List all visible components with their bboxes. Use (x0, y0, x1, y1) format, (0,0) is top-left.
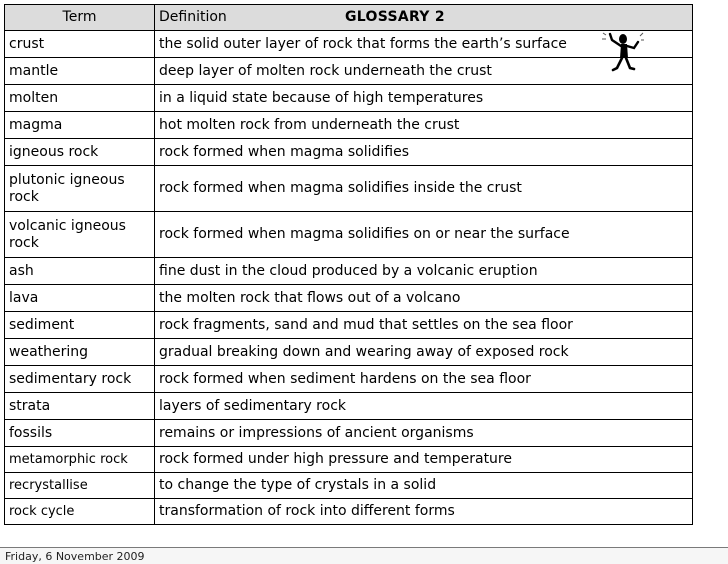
glossary-table (4, 4, 693, 525)
term-cell: ash (5, 258, 155, 285)
definition-cell: hot molten rock from underneath the crust (155, 112, 693, 139)
table-row (5, 420, 693, 447)
term-cell: weathering (5, 339, 155, 366)
table-row (5, 166, 693, 212)
table-row (5, 447, 693, 473)
table-row (5, 31, 693, 58)
term-cell: lava (5, 285, 155, 312)
table-row (5, 112, 693, 139)
definition-cell: layers of sedimentary rock (155, 393, 693, 420)
definition-cell: fine dust in the cloud produced by a volcanic eruption (155, 258, 693, 285)
definition-cell: gradual breaking down and wearing away of exposed rock (155, 339, 693, 366)
table-row (5, 499, 693, 525)
footer-bar (0, 547, 728, 564)
definition-cell: transformation of rock into different forms (155, 499, 693, 525)
term-cell: sediment (5, 312, 155, 339)
term-cell: fossils (5, 420, 155, 447)
definition-cell: rock formed when magma solidifies inside the crust (155, 166, 693, 212)
definition-cell: to change the type of crystals in a solid (155, 473, 693, 499)
table-row (5, 212, 693, 258)
term-cell: metamorphic rock (5, 447, 155, 473)
term-cell: crust (5, 31, 155, 58)
definition-cell: rock formed when magma solidifies on or near the surface (155, 212, 693, 258)
term-cell: mantle (5, 58, 155, 85)
term-cell: sedimentary rock (5, 366, 155, 393)
definition-cell: the molten rock that flows out of a volcano (155, 285, 693, 312)
table-row (5, 285, 693, 312)
table-row (5, 139, 693, 166)
term-cell: molten (5, 85, 155, 112)
definition-cell: rock formed when magma solidifies (155, 139, 693, 166)
definition-cell: remains or impressions of ancient organisms (155, 420, 693, 447)
term-cell: strata (5, 393, 155, 420)
term-column-header: Term (5, 5, 155, 31)
table-row (5, 473, 693, 499)
table-row (5, 393, 693, 420)
glossary-title: GLOSSARY 2 (345, 9, 445, 25)
term-cell: plutonic igneous rock (5, 166, 155, 212)
table-row (5, 58, 693, 85)
term-cell: recrystallise (5, 473, 155, 499)
definition-cell: rock formed under high pressure and temperature (155, 447, 693, 473)
footer-date: Friday, 6 November 2009 (5, 550, 145, 563)
table-row (5, 366, 693, 393)
term-cell: igneous rock (5, 139, 155, 166)
definition-cell: rock formed when sediment hardens on the sea floor (155, 366, 693, 393)
definition-header-label: Definition (159, 9, 227, 25)
definition-cell: in a liquid state because of high temperatures (155, 85, 693, 112)
term-cell: magma (5, 112, 155, 139)
table-row (5, 339, 693, 366)
glossary-table-container (4, 4, 692, 525)
stick-figure-icon (594, 30, 646, 80)
table-row (5, 258, 693, 285)
definition-column-header (155, 5, 693, 31)
definition-cell: deep layer of molten rock underneath the crust (155, 58, 693, 85)
term-cell: volcanic igneous rock (5, 212, 155, 258)
table-header-row (5, 5, 693, 31)
table-row (5, 312, 693, 339)
definition-cell: the solid outer layer of rock that forms the earth’s surface (155, 31, 693, 58)
term-cell: rock cycle (5, 499, 155, 525)
definition-cell: rock fragments, sand and mud that settles on the sea floor (155, 312, 693, 339)
table-row (5, 85, 693, 112)
